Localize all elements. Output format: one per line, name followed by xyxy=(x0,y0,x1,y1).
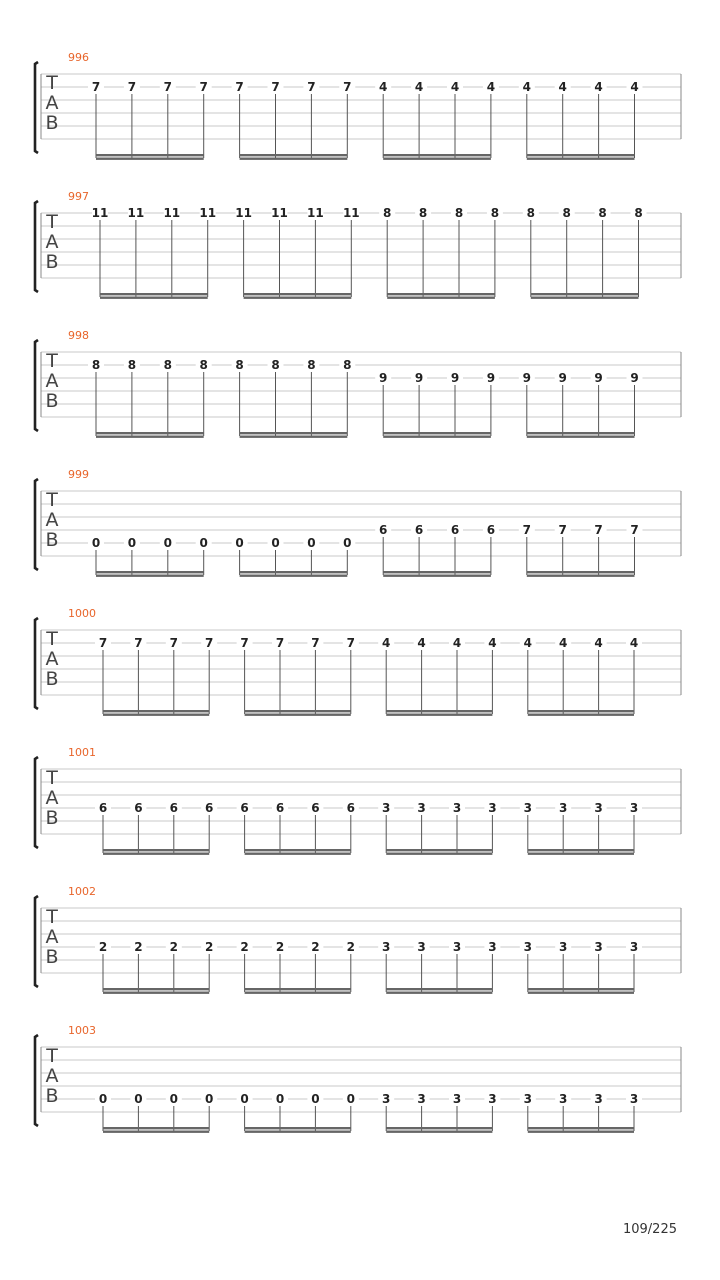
tab-clef-letter: A xyxy=(45,648,59,670)
tab-clef-letter: B xyxy=(45,1085,59,1107)
fret-number: 3 xyxy=(523,1092,532,1106)
fret-number: 8 xyxy=(490,206,500,220)
tab-system xyxy=(35,468,681,577)
measure-number: 1002 xyxy=(68,885,96,898)
tab-clef-letter: A xyxy=(45,1065,59,1087)
fret-number: 3 xyxy=(417,801,426,815)
system-bracket xyxy=(35,896,38,987)
tab-clef-letter: A xyxy=(45,370,59,392)
fret-number: 7 xyxy=(199,80,208,94)
fret-number: 9 xyxy=(414,371,424,385)
beam-secondary xyxy=(383,575,491,577)
fret-number: 7 xyxy=(343,80,352,94)
tab-clef-letter: B xyxy=(45,112,59,134)
beam-primary xyxy=(527,154,635,156)
fret-number: 3 xyxy=(559,1092,568,1106)
fret-number: 3 xyxy=(488,1092,497,1106)
tab-clef-letter: T xyxy=(46,1045,58,1067)
fret-number: 8 xyxy=(526,206,535,220)
tab-clef-letter: B xyxy=(45,251,59,273)
tab-clef-letter: T xyxy=(46,489,58,511)
fret-number: 4 xyxy=(630,80,639,94)
fret-number: 8 xyxy=(598,206,607,220)
measure-number: 1003 xyxy=(68,1024,96,1037)
beam-secondary xyxy=(386,714,492,716)
beam-secondary xyxy=(240,436,348,438)
system-bracket xyxy=(35,618,38,709)
fret-number: 6 xyxy=(275,801,285,815)
beam-primary xyxy=(103,849,209,851)
fret-number: 7 xyxy=(346,636,355,650)
beam-secondary xyxy=(103,992,209,994)
fret-number: 6 xyxy=(240,801,249,815)
fret-number: 0 xyxy=(235,536,244,550)
fret-number: 7 xyxy=(98,636,108,650)
fret-number: 8 xyxy=(127,358,137,372)
fret-number: 3 xyxy=(559,801,568,815)
fret-number: 6 xyxy=(414,523,424,537)
fret-number: 0 xyxy=(169,1092,178,1106)
fret-number: 2 xyxy=(240,940,249,954)
beam-primary xyxy=(103,1127,209,1129)
tab-clef-letter: A xyxy=(45,92,59,114)
fret-number: 11 xyxy=(342,206,360,220)
measure-number: 998 xyxy=(68,329,89,342)
fret-number: 0 xyxy=(311,1092,320,1106)
beam-secondary xyxy=(244,297,352,299)
fret-number: 0 xyxy=(307,536,316,550)
beam-secondary xyxy=(528,992,634,994)
beam-primary xyxy=(528,1127,634,1129)
beam-primary xyxy=(96,571,204,573)
beam-secondary xyxy=(528,714,634,716)
fret-number: 7 xyxy=(134,636,143,650)
beam-secondary xyxy=(383,436,491,438)
fret-number: 0 xyxy=(163,536,172,550)
beam-secondary xyxy=(386,1131,492,1133)
beam-primary xyxy=(245,1127,351,1129)
fret-number: 0 xyxy=(98,1092,108,1106)
beam-primary xyxy=(387,293,495,295)
beam-secondary xyxy=(531,297,639,299)
beam-primary xyxy=(96,154,204,156)
fret-number: 3 xyxy=(382,1092,391,1106)
fret-number: 7 xyxy=(630,523,639,537)
fret-number: 2 xyxy=(98,940,108,954)
beam-secondary xyxy=(527,158,635,160)
tab-clef-letter: A xyxy=(45,509,59,531)
fret-number: 3 xyxy=(523,940,532,954)
fret-number: 3 xyxy=(629,940,639,954)
beam-secondary xyxy=(240,158,348,160)
fret-number: 3 xyxy=(594,801,603,815)
fret-number: 2 xyxy=(205,940,214,954)
fret-number: 6 xyxy=(450,523,460,537)
fret-number: 3 xyxy=(594,1092,603,1106)
fret-number: 0 xyxy=(91,536,101,550)
beam-secondary xyxy=(386,992,492,994)
measure-number: 996 xyxy=(68,51,89,64)
fret-number: 8 xyxy=(562,206,571,220)
beam-secondary xyxy=(527,575,635,577)
beam-primary xyxy=(240,571,348,573)
fret-number: 9 xyxy=(486,371,496,385)
beam-primary xyxy=(240,432,348,434)
fret-number: 6 xyxy=(98,801,108,815)
tab-clef-letter: T xyxy=(46,767,58,789)
fret-number: 4 xyxy=(417,636,426,650)
tab-clef-letter: A xyxy=(45,926,59,948)
tab-system xyxy=(35,885,681,994)
fret-number: 9 xyxy=(522,371,531,385)
fret-number: 4 xyxy=(523,636,532,650)
fret-number: 7 xyxy=(235,80,244,94)
fret-number: 4 xyxy=(594,80,603,94)
beam-secondary xyxy=(245,1131,351,1133)
fret-number: 0 xyxy=(343,536,352,550)
beam-primary xyxy=(531,293,639,295)
fret-number: 3 xyxy=(523,801,532,815)
beam-secondary xyxy=(527,436,635,438)
tab-system xyxy=(35,51,681,160)
beam-secondary xyxy=(100,297,208,299)
system-bracket xyxy=(35,479,38,570)
fret-number: 7 xyxy=(163,80,172,94)
fret-number: 7 xyxy=(91,80,101,94)
fret-number: 2 xyxy=(169,940,178,954)
fret-number: 8 xyxy=(91,358,101,372)
fret-number: 4 xyxy=(559,636,568,650)
fret-number: 2 xyxy=(134,940,143,954)
fret-number: 3 xyxy=(452,1092,462,1106)
beam-primary xyxy=(528,849,634,851)
tab-clef-letter: B xyxy=(45,946,59,968)
beam-primary xyxy=(245,849,351,851)
beam-primary xyxy=(386,849,492,851)
fret-number: 4 xyxy=(414,80,424,94)
fret-number: 8 xyxy=(454,206,464,220)
beam-secondary xyxy=(103,853,209,855)
fret-number: 4 xyxy=(486,80,496,94)
fret-number: 3 xyxy=(452,801,462,815)
fret-number: 11 xyxy=(307,206,324,220)
fret-number: 7 xyxy=(205,636,214,650)
beam-primary xyxy=(96,432,204,434)
page-number: 109/225 xyxy=(622,1222,677,1237)
fret-number: 6 xyxy=(205,801,214,815)
fret-number: 9 xyxy=(630,371,639,385)
fret-number: 3 xyxy=(382,940,391,954)
tab-clef-letter: A xyxy=(45,787,59,809)
beam-primary xyxy=(527,432,635,434)
fret-number: 9 xyxy=(558,371,567,385)
beam-secondary xyxy=(96,436,204,438)
fret-number: 6 xyxy=(379,523,388,537)
fret-number: 3 xyxy=(629,1092,639,1106)
beam-secondary xyxy=(96,575,204,577)
fret-number: 6 xyxy=(486,523,496,537)
fret-number: 4 xyxy=(488,636,497,650)
system-bracket xyxy=(35,340,38,431)
fret-number: 11 xyxy=(199,206,217,220)
beam-secondary xyxy=(103,1131,209,1133)
measure-number: 997 xyxy=(68,190,89,203)
beam-primary xyxy=(245,988,351,990)
tab-clef-letter: T xyxy=(46,211,58,233)
fret-number: 7 xyxy=(240,636,249,650)
fret-number: 8 xyxy=(418,206,428,220)
fret-number: 8 xyxy=(163,358,172,372)
beam-primary xyxy=(383,154,491,156)
fret-number: 7 xyxy=(169,636,178,650)
system-bracket xyxy=(35,201,38,292)
beam-secondary xyxy=(245,853,351,855)
system-bracket xyxy=(35,62,38,153)
beam-primary xyxy=(386,710,492,712)
fret-number: 0 xyxy=(346,1092,355,1106)
system-bracket xyxy=(35,1035,38,1126)
tab-clef-letter: T xyxy=(46,350,58,372)
tab-system xyxy=(35,329,681,438)
fret-number: 8 xyxy=(199,358,208,372)
fret-number: 4 xyxy=(522,80,531,94)
fret-number: 8 xyxy=(235,358,244,372)
beam-primary xyxy=(240,154,348,156)
fret-number: 9 xyxy=(594,371,603,385)
fret-number: 3 xyxy=(382,801,391,815)
fret-number: 11 xyxy=(163,206,181,220)
fret-number: 3 xyxy=(594,940,603,954)
beam-primary xyxy=(244,293,352,295)
beam-secondary xyxy=(387,297,495,299)
measure-number: 1000 xyxy=(68,607,96,620)
fret-number: 11 xyxy=(127,206,145,220)
fret-number: 4 xyxy=(629,636,639,650)
beam-primary xyxy=(103,710,209,712)
beam-primary xyxy=(527,571,635,573)
fret-number: 11 xyxy=(235,206,252,220)
fret-number: 3 xyxy=(417,1092,426,1106)
tab-system xyxy=(35,1024,681,1133)
fret-number: 7 xyxy=(275,636,285,650)
fret-number: 0 xyxy=(199,536,208,550)
tab-system xyxy=(35,190,681,299)
beam-primary xyxy=(386,988,492,990)
fret-number: 2 xyxy=(346,940,355,954)
fret-number: 4 xyxy=(452,636,462,650)
fret-number: 7 xyxy=(307,80,316,94)
fret-number: 3 xyxy=(629,801,639,815)
tab-clef-letter: B xyxy=(45,529,59,551)
tab-system xyxy=(35,746,681,855)
fret-number: 8 xyxy=(271,358,280,372)
fret-number: 7 xyxy=(271,80,280,94)
fret-number: 7 xyxy=(522,523,531,537)
beam-primary xyxy=(528,988,634,990)
beam-secondary xyxy=(245,992,351,994)
fret-number: 4 xyxy=(382,636,391,650)
fret-number: 8 xyxy=(343,358,352,372)
beam-primary xyxy=(245,710,351,712)
fret-number: 9 xyxy=(379,371,388,385)
fret-number: 4 xyxy=(558,80,567,94)
fret-number: 0 xyxy=(134,1092,143,1106)
fret-number: 0 xyxy=(127,536,137,550)
fret-number: 4 xyxy=(594,636,603,650)
fret-number: 8 xyxy=(383,206,392,220)
tab-clef-letter: B xyxy=(45,390,59,412)
beam-secondary xyxy=(96,158,204,160)
beam-primary xyxy=(103,988,209,990)
beam-secondary xyxy=(528,1131,634,1133)
fret-number: 6 xyxy=(311,801,320,815)
fret-number: 9 xyxy=(450,371,460,385)
fret-number: 7 xyxy=(594,523,603,537)
beam-secondary xyxy=(383,158,491,160)
fret-number: 8 xyxy=(634,206,643,220)
tab-clef-letter: T xyxy=(46,628,58,650)
tab-clef-letter: B xyxy=(45,807,59,829)
fret-number: 3 xyxy=(559,940,568,954)
beam-secondary xyxy=(245,714,351,716)
fret-number: 0 xyxy=(275,1092,285,1106)
fret-number: 6 xyxy=(134,801,143,815)
fret-number: 2 xyxy=(275,940,285,954)
fret-number: 4 xyxy=(450,80,460,94)
beam-secondary xyxy=(528,853,634,855)
beam-secondary xyxy=(240,575,348,577)
fret-number: 7 xyxy=(127,80,137,94)
tab-clef-letter: T xyxy=(46,72,58,94)
fret-number: 0 xyxy=(240,1092,249,1106)
fret-number: 3 xyxy=(488,940,497,954)
fret-number: 3 xyxy=(452,940,462,954)
measure-number: 1001 xyxy=(68,746,96,759)
beam-primary xyxy=(383,571,491,573)
tab-system xyxy=(35,607,681,716)
fret-number: 0 xyxy=(271,536,280,550)
tab-clef-letter: A xyxy=(45,231,59,253)
fret-number: 3 xyxy=(417,940,426,954)
fret-number: 2 xyxy=(311,940,320,954)
measure-number: 999 xyxy=(68,468,89,481)
fret-number: 11 xyxy=(91,206,109,220)
beam-secondary xyxy=(386,853,492,855)
system-bracket xyxy=(35,757,38,848)
fret-number: 8 xyxy=(307,358,316,372)
beam-secondary xyxy=(103,714,209,716)
fret-number: 7 xyxy=(558,523,567,537)
fret-number: 6 xyxy=(346,801,355,815)
beam-primary xyxy=(386,1127,492,1129)
fret-number: 3 xyxy=(488,801,497,815)
tab-clef-letter: B xyxy=(45,668,59,690)
beam-primary xyxy=(383,432,491,434)
fret-number: 7 xyxy=(311,636,320,650)
beam-primary xyxy=(528,710,634,712)
fret-number: 0 xyxy=(205,1092,214,1106)
fret-number: 11 xyxy=(271,206,288,220)
fret-number: 4 xyxy=(379,80,388,94)
beam-primary xyxy=(100,293,208,295)
tab-clef-letter: T xyxy=(46,906,58,928)
fret-number: 6 xyxy=(169,801,178,815)
